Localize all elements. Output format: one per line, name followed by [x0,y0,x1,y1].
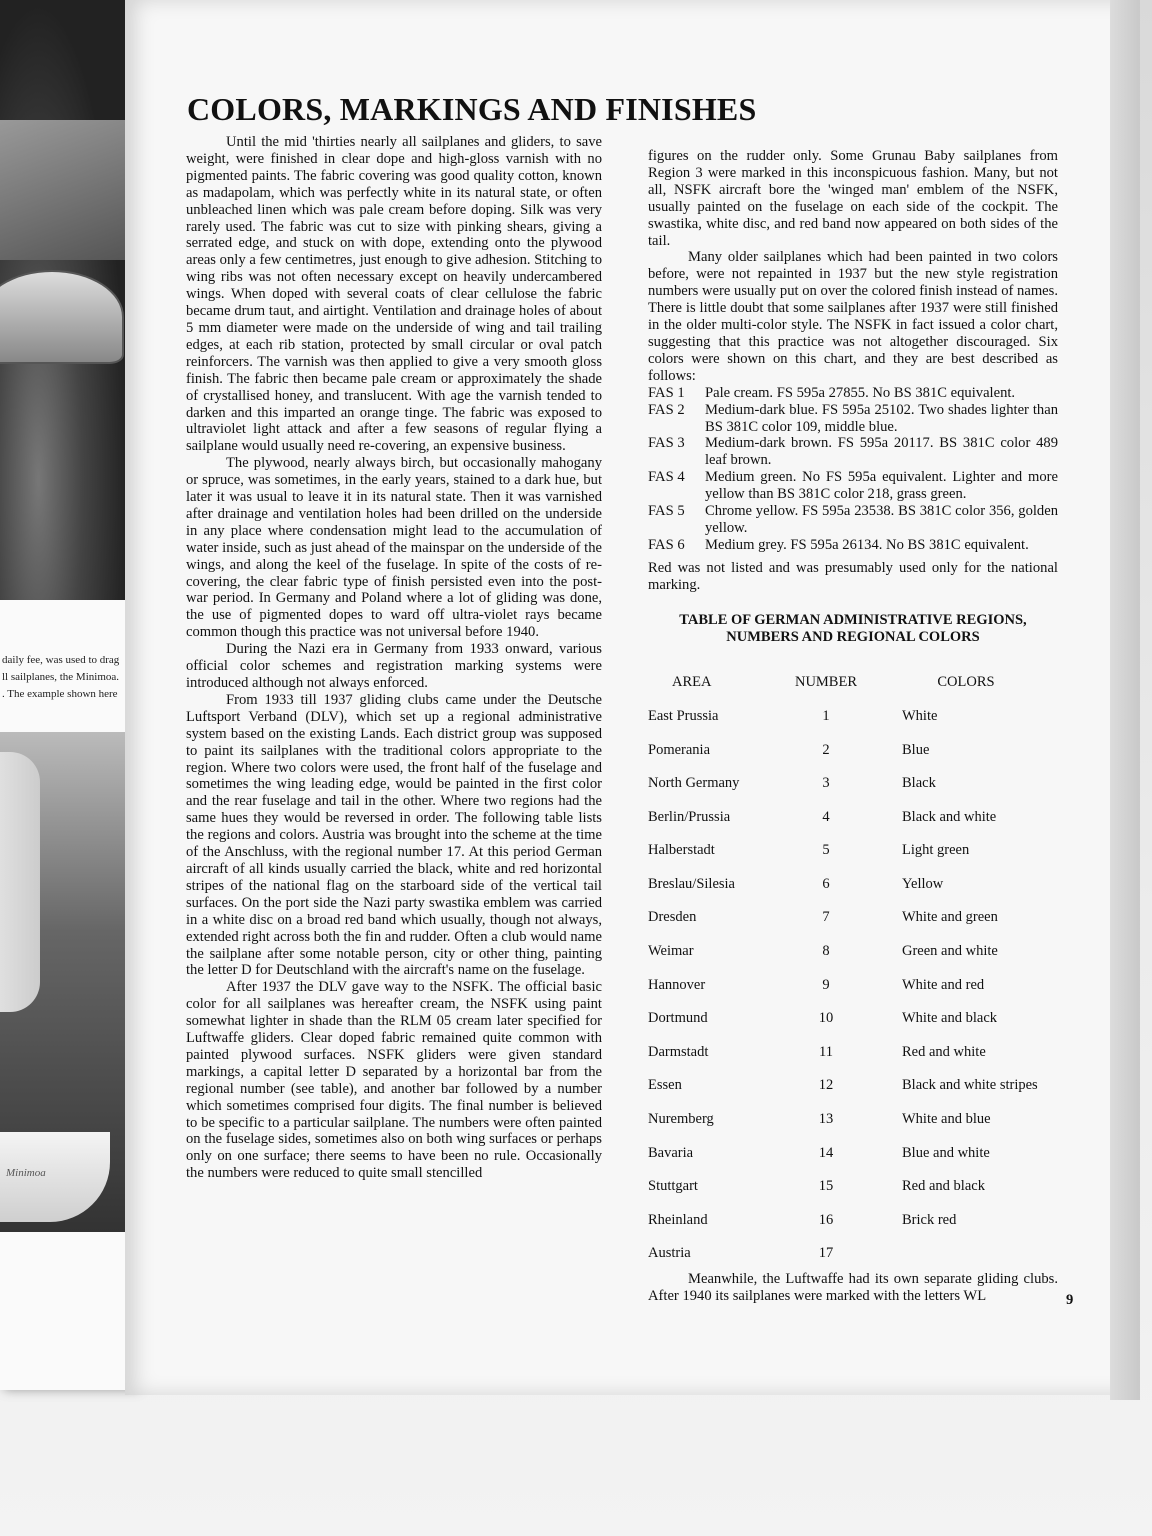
table-row [648,1002,1058,1036]
cell-number: 4 [822,808,830,825]
right-column [648,148,1058,1304]
table-row [648,868,1058,902]
left-page [0,0,135,1390]
table-row [648,834,1058,868]
left-column [186,134,602,1182]
regions-table [648,666,1058,1271]
table-row [648,1136,1058,1170]
cell-area: Weimar [648,943,694,960]
cell-colors: Black [902,775,936,792]
cell-number: 17 [818,1245,834,1262]
cell-area: East Prussia [648,707,719,724]
fas-desc: Pale cream. FS 595a 27855. No BS 381C equivalent. [705,384,1016,401]
fas-code: FAS 6 [648,536,685,553]
page-title: COLORS, MARKINGS AND FINISHES [187,91,757,128]
table-header-row [648,666,1058,700]
fas-code: FAS 5 [648,503,685,520]
cell-colors: Brick red [902,1211,957,1228]
fas-item [648,385,1058,402]
cell-area: Nuremberg [648,1111,714,1128]
cell-area: Pomerania [648,741,711,758]
cell-area: Stuttgart [648,1178,698,1195]
cell-area: Halberstadt [648,842,715,859]
fas-item [648,469,1058,503]
photo-caption [2,652,130,703]
cell-number: 7 [822,909,830,926]
cell-number: 11 [819,1043,833,1060]
glider-photo-top [0,0,128,600]
fas-code: FAS 2 [648,401,685,418]
cell-colors: White and red [902,976,985,993]
page-edge [1110,0,1140,1400]
cell-area: Dortmund [648,1010,708,1027]
landscape-field [0,120,128,260]
fas-code: FAS 1 [648,384,685,401]
table-row [648,935,1058,969]
cell-number: 13 [818,1111,834,1128]
table-row [648,733,1058,767]
table-row [648,1203,1058,1237]
cell-colors: White and black [902,1010,998,1027]
cell-number: 5 [822,842,830,859]
red-note: Red was not listed and was presumably used only for the national marking. [648,559,1058,593]
cell-number: 9 [822,976,830,993]
fas-code: FAS 3 [648,435,685,452]
cell-number: 15 [818,1178,834,1195]
cell-colors: White [902,707,938,724]
fas-desc: Medium grey. FS 595a 26134. No BS 381C equivalent. [705,536,1029,553]
cell-area: North Germany [648,775,740,792]
fas-desc: Medium-dark blue. FS 595a 25102. Two shades lighter than BS 381C color 109, middle blue. [705,401,1058,435]
cell-area: Essen [648,1077,682,1094]
table-row [648,800,1058,834]
cell-number: 10 [818,1010,834,1027]
cell-number: 16 [818,1211,834,1228]
cell-number: 2 [822,741,830,758]
fas-item [648,537,1058,554]
table-row [648,1069,1058,1103]
cell-colors: Light green [902,842,970,859]
header-area: AREA [672,674,712,691]
cell-area: Hannover [648,976,706,993]
cell-number: 14 [818,1144,834,1161]
paragraph: From 1933 till 1937 gliding clubs came under the Deutsche Luftsport Verband (DLV), which set up a regional administrative system based on the existing Lands. Each district group was supposed to paint its sailplanes with the traditional colors appropriate to the region. Where two colors were used, the front half of the fuselage and sometimes the wing leading edge, would be painted in the first color and the rear fuselage and tail in the other. Where two regions had the same hues they would be reversed in order. The following table lists the regions and colors. Austria was brought into the scheme at the time of the Anschluss, with the regional number 17. At this period German aircraft of all kinds usually carried the black, white and red horizontal stripes of the national flag on the starboard side of the vertical tail surfaces. On the port side the Nazi party swastika emblem was carried in a white disc on a broad red band which usually, though not always, extended right across both the fin and rudder. Often a club would name the sailplane after some notable person, city or other thing, painting the letter D for Deutschland with the aircraft's name on the fuselage. [186,691,602,979]
closing-paragraph: Meanwhile, the Luftwaffe had its own separate gliding clubs. After 1940 its sailplanes were marked with the letters WL [648,1270,1058,1304]
cell-number: 12 [818,1077,834,1094]
cell-area: Darmstadt [648,1043,709,1060]
fas-desc: Medium green. No FS 595a equivalent. Lighter and more yellow than BS 381C color 218, grass green. [705,469,1058,503]
table-row [648,968,1058,1002]
table-row [648,1237,1058,1271]
cell-colors: White and green [902,909,998,926]
cell-number: 6 [822,875,830,892]
cell-colors: Blue [902,741,930,758]
page-number: 9 [1066,1292,1074,1308]
cell-area: Austria [648,1245,691,1262]
table-row [648,1036,1058,1070]
fas-item [648,435,1058,469]
caption-line: . The example shown here [2,688,118,700]
paragraph: Many older sailplanes which had been painted in two colors before, were not repainted in 1937 but the new style registration numbers were usually put on over the colored finish instead of names. There is little doubt that some sailplanes after 1937 were still finished in the older multi-color style. The NSFK in fact issued a color chart, suggesting that this practice was not altogether discouraged. Six colors were shown on this chart, and they are best described as follows: [648,249,1058,384]
paragraph: After 1937 the DLV gave way to the NSFK. The official basic color for all sailplanes was hereafter cream, the NSFK using paint somewhat lighter in shade than the RLM 05 cream later specified for Luftwaffe gliders. Clear doped fabric remained quite common with painted plywood surfaces. NSFK gliders were given standard markings, a capital letter D separated by a horizontal bar from the regional number (see table), and another bar followed by a number which sometimes comprised four digits. The final number is believed to be specific to a particular sailplane. The numbers were often painted on the fuselage sides, sometimes also on both wing surfaces or perhaps only on one surface; there seems to have been no rule. Occasionally the numbers were reduced to quite small stencilled [186,979,602,1182]
paragraph: Until the mid 'thirties nearly all sailplanes and gliders, to save weight, were finished in clear dope and high-gloss varnish with no pigmented paints. The fabric covering was good quality cotton, known as madapolam, which was perfectly white in its natural state, or often unbleached linen which was pale cream before doping. Silk was very rarely used. The fabric was cut to size with pinking shears, giving a serrated edge, and stuck on with dope, extending onto the plywood areas only a few centimetres, just enough to give adhesion. Stitching to wing ribs was not often necessary except on heavily undercambered wings. When doped with several coats of clear cellulose the fabric became drum taut, and airtight. Ventilation and drainage holes of about 5 mm diameter were made on the underside of wing and tail trailing edges, at each rib station, protected by small circular or oval patch reinforcers. The varnish was then applied to give a very smooth gloss finish. The fabric then became pale cream or approximately the shade of crystallised honey, and translucent. With age the varnish tended to darken and this imparted an orange tinge. The fabric was exposed to ultraviolet light attack and after a few seasons of regular flying a sailplane would usually need re-covering, an expensive business. [186,134,602,455]
cell-area: Berlin/Prussia [648,808,731,825]
cell-number: 3 [822,775,830,792]
caption-line: ll sailplanes, the Minimoa. [2,671,120,683]
glider-photo-bottom [0,732,128,1232]
table-title [648,612,1058,646]
table-title-line: TABLE OF GERMAN ADMINISTRATIVE REGIONS, [679,611,1027,628]
cell-colors: Blue and white [902,1144,990,1161]
cell-colors: White and blue [902,1111,991,1128]
cell-area: Rheinland [648,1211,708,1228]
fas-desc: Medium-dark brown. FS 595a 20117. BS 381C color 489 leaf brown. [705,435,1058,469]
canopy-dome [0,270,124,364]
cell-colors: Red and white [902,1043,986,1060]
cell-colors: Green and white [902,943,998,960]
fuselage-shape [0,752,40,1012]
table-title-line: NUMBERS AND REGIONAL COLORS [726,628,980,645]
table-row [648,1170,1058,1204]
table-row [648,767,1058,801]
fas-desc: Chrome yellow. FS 595a 23538. BS 381C color 356, golden yellow. [705,503,1058,536]
cell-area: Dresden [648,909,697,926]
table-row [648,1103,1058,1137]
paragraph: figures on the rudder only. Some Grunau Baby sailplanes from Region 3 were marked in this inconspicuous fashion. Many, but not all, NSFK aircraft bore the 'winged man' emblem of the NSFK, usually painted on the fuselage on each side of the cockpit. The swastika, white disc, and red band now appeared on both sides of the tail. [648,148,1058,249]
cell-colors: Black and white stripes [902,1077,1038,1094]
paragraph: The plywood, nearly always birch, but occasionally mahogany or spruce, was sometimes, in the early years, stained to a dark hue, but later it was usual to leave it in its natural state. Then it was varnished after drainage and ventilation holes had been drilled on the underside in any place where condensation might lead to the accumulation of water inside, such as just ahead of the mainspar on the underside of the wings, and along the keel of the fuselage. In spite of the costs of re-covering, the clear fabric type of finish persisted even into the post-war period. In Germany and Poland where a lot of gliding was done, the use of pigmented dopes to ward off ultra-violet rays became common though this practice was not universal before 1940. [186,455,602,641]
fas-item [648,503,1058,537]
caption-line: daily fee, was used to drag [2,654,120,666]
header-number: NUMBER [794,674,858,691]
cell-area: Bavaria [648,1144,694,1161]
cell-area: Breslau/Silesia [648,875,735,892]
table-row [648,901,1058,935]
paragraph: During the Nazi era in Germany from 1933 onward, various official color schemes and registration marking systems were introduced although not always enforced. [186,641,602,691]
table-row [648,700,1058,734]
fas-item [648,402,1058,436]
photo-mark: Minimoa [6,1167,46,1179]
cell-number: 8 [822,943,830,960]
header-colors: COLORS [937,674,995,691]
cell-colors: Yellow [902,875,944,892]
fas-code: FAS 4 [648,469,685,486]
cell-colors: Red and black [902,1178,985,1195]
cell-number: 1 [822,707,830,724]
cell-colors: Black and white [902,808,997,825]
